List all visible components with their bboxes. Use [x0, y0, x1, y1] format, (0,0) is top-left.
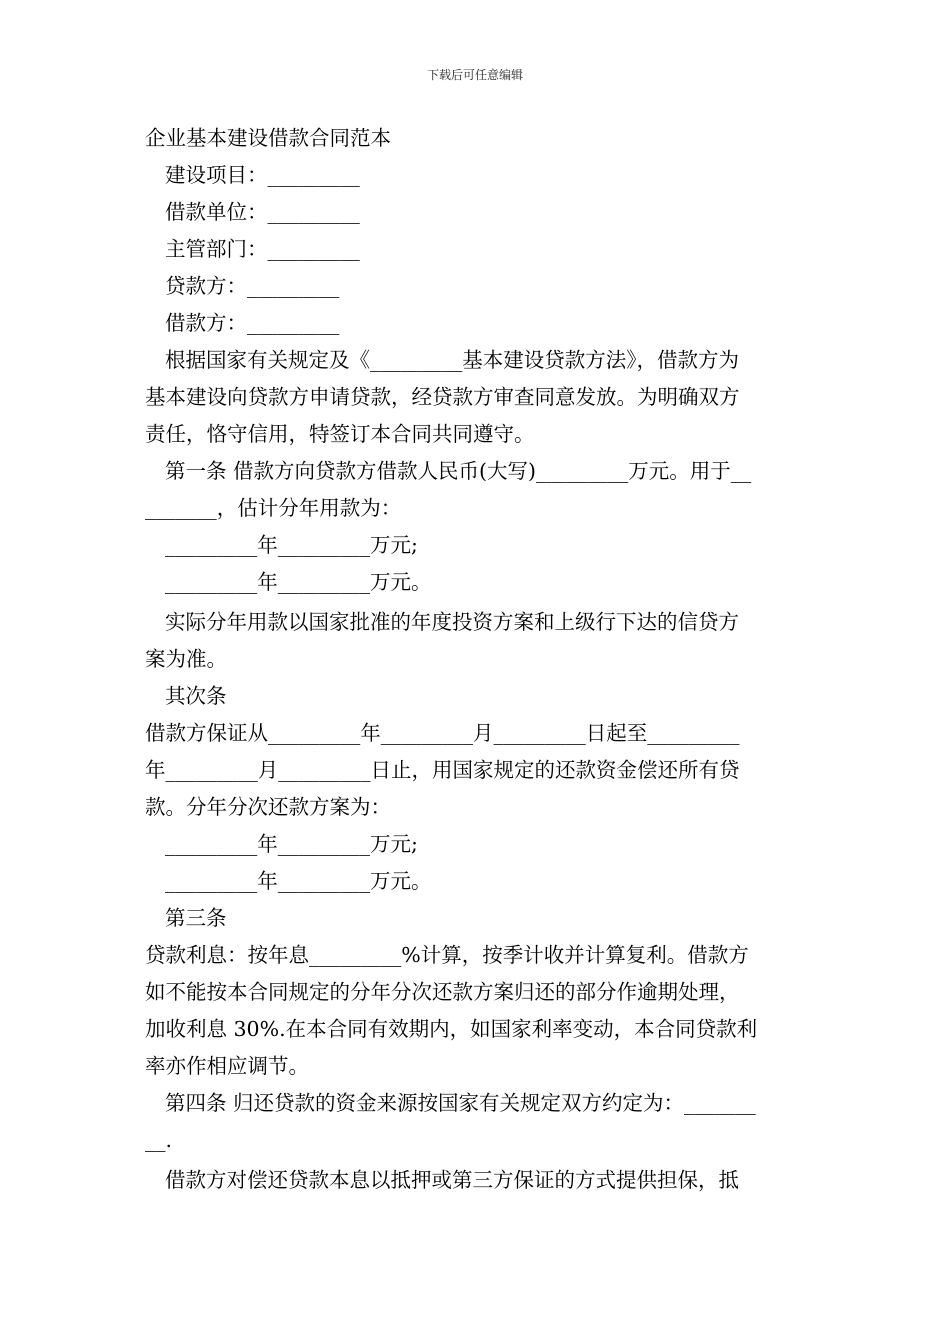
article-1-line: _________年_________万元。 [165, 570, 432, 594]
article-3-line: 如不能按本合同规定的分年分次还款方案归还的部分作逾期处理， [145, 980, 740, 1004]
article-2-line: 款。分年分次还款方案为： [145, 795, 391, 819]
article-3-line: 加收利息 30%.在本合同有效期内，如国家利率变动，本合同贷款利 [145, 1017, 758, 1041]
paragraph-line: 实际分年用款以国家批准的年度投资方案和上级行下达的信贷方 [165, 610, 739, 634]
field-borrower: 借款方：_________ [165, 311, 340, 335]
article-1-line: _________年_________万元; [165, 533, 418, 557]
article-2-line: 借款方保证从_________年_________月_________日起至_________ [145, 721, 740, 745]
paragraph-line: 根据国家有关规定及《_________基本建设贷款方法》，借款方为 [165, 348, 739, 372]
article-3-line: 贷款利息：按年息_________%计算，按季计收并计算复利。借款方 [145, 943, 749, 967]
paragraph-line: 责任，恪守信用，特签订本合同共同遵守。 [145, 422, 535, 446]
field-project: 建设项目：_________ [165, 163, 360, 187]
article-2-heading: 其次条 [165, 684, 227, 708]
paragraph-line: 借款方对偿还贷款本息以抵押或第三方保证的方式提供担保，抵 [165, 1168, 739, 1192]
field-lender: 贷款方：_________ [165, 274, 340, 298]
article-4-line: __. [145, 1128, 173, 1152]
paragraph-line: 案为准。 [145, 647, 227, 671]
article-2-line: 年_________月_________日止，用国家规定的还款资金偿还所有贷 [145, 758, 740, 782]
paragraph-line: 基本建设向贷款方申请贷款，经贷款方审查同意发放。为明确双方 [145, 385, 740, 409]
article-2-line: _________年_________万元; [165, 832, 418, 856]
article-2-line: _________年_________万元。 [165, 869, 432, 893]
article-3-heading: 第三条 [165, 906, 227, 930]
field-department: 主管部门：_________ [165, 237, 360, 261]
article-1-line: 第一条 借款方向贷款方借款人民币(大写)_________万元。用于__ [165, 459, 752, 483]
header-note: 下载后可任意编辑 [426, 68, 523, 82]
document-title: 企业基本建设借款合同范本 [145, 126, 391, 150]
article-4-line: 第四条 归还贷款的资金来源按国家有关规定双方约定为：_______ [165, 1091, 756, 1115]
field-borrower-unit: 借款单位：_________ [165, 200, 360, 224]
document-body [145, 120, 810, 1199]
article-3-line: 率亦作相应调节。 [145, 1054, 309, 1078]
article-1-line: _______，估计分年用款为： [145, 496, 402, 520]
